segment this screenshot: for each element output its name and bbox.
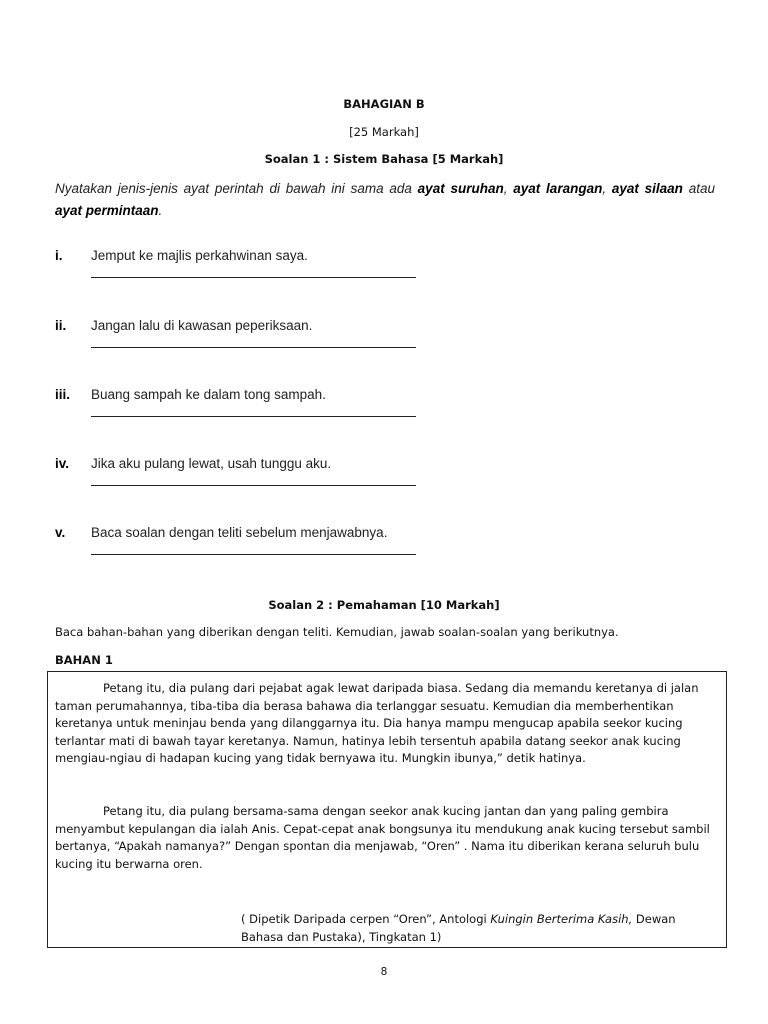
question-item-3 (55, 387, 455, 427)
item-sentence: Jemput ke majlis perkahwinan saya. (91, 248, 308, 263)
question-1-title: Soalan 1 : Sistem Bahasa [5 Markah] (264, 152, 504, 166)
question-1-instruction: Nyatakan jenis-jenis ayat perintah di bawah ini sama ada ayat suruhan, ayat larangan, ayat silaan atau ayat permintaan. (55, 181, 715, 218)
answer-line[interactable] (91, 554, 416, 555)
question-item-2 (55, 318, 455, 358)
item-sentence: Buang sampah ke dalam tong sampah. (91, 387, 326, 402)
item-sentence: Baca soalan dengan teliti sebelum menjawabnya. (91, 525, 388, 540)
passage-box (47, 671, 727, 948)
sentence-type-suruhan: ayat suruhan (417, 181, 504, 196)
question-item-1 (55, 248, 455, 288)
citation: ( Dipetik Daripada cerpen “Oren”, Antologi Kuingin Berterima Kasih, Dewan Bahasa dan Pustaka), Tingkatan 1) (241, 912, 676, 944)
passage-paragraph-2: Petang itu, dia pulang bersama-sama dengan seekor anak kucing jantan dan yang paling gembira menyambut kepulangan dia ialah Anis. Cepat-cepat anak bongsunya itu mendukung anak kucing tersebut sambil bertanya, “Apakah namanya?” Dengan spontan dia menjawab, “Oren” . Nama itu diberikan kerana seluruh bulu kucing itu berwarna oren. (55, 804, 710, 871)
anthology-title: Kuingin Berterima Kasih, (490, 912, 633, 926)
sentence-type-larangan: ayat larangan (513, 181, 603, 196)
page-number: 8 (380, 966, 388, 978)
question-item-4 (55, 456, 455, 496)
question-2-instruction: Baca bahan-bahan yang diberikan dengan teliti. Kemudian, jawab soalan-soalan yang berikutnya. (55, 625, 619, 639)
answer-line[interactable] (91, 347, 416, 348)
item-number: ii. (55, 318, 67, 333)
bahan-label: BAHAN 1 (55, 653, 113, 667)
passage-paragraph-1: Petang itu, dia pulang dari pejabat agak lewat daripada biasa. Sedang dia memandu keretanya di jalan taman perumahannya, tiba-tiba dia berasa bahawa dia terlanggar sesuatu. Kemudian dia memberhentikan keretanya untuk meninjau benda yang dilanggarnya itu. Dia hanya mampu mengucap apabila seekor kucing terlantar mati di bawah tayar keretanya. Namun, hatinya lebih tersentuh apabila datang seekor anak kucing mengiau-ngiau di hadapan kucing yang tidak bernyawa itu. Mungkin ibunya,” detik hatinya. (55, 681, 699, 765)
item-sentence: Jangan lalu di kawasan peperiksaan. (91, 318, 313, 333)
item-number: iii. (55, 387, 71, 402)
item-sentence: Jika aku pulang lewat, usah tunggu aku. (91, 456, 332, 471)
question-2-title: Soalan 2 : Pemahaman [10 Markah] (268, 598, 500, 612)
item-number: iv. (55, 456, 70, 471)
section-title: BAHAGIAN B (343, 97, 425, 111)
item-number: i. (55, 248, 63, 263)
section-marks: [25 Markah] (349, 125, 419, 139)
sentence-type-silaan: ayat silaan (611, 181, 683, 196)
question-item-5 (55, 525, 455, 565)
sentence-type-permintaan: ayat permintaan (55, 203, 159, 218)
answer-line[interactable] (91, 277, 416, 278)
item-number: v. (55, 525, 66, 540)
answer-line[interactable] (91, 416, 416, 417)
answer-line[interactable] (91, 485, 416, 486)
